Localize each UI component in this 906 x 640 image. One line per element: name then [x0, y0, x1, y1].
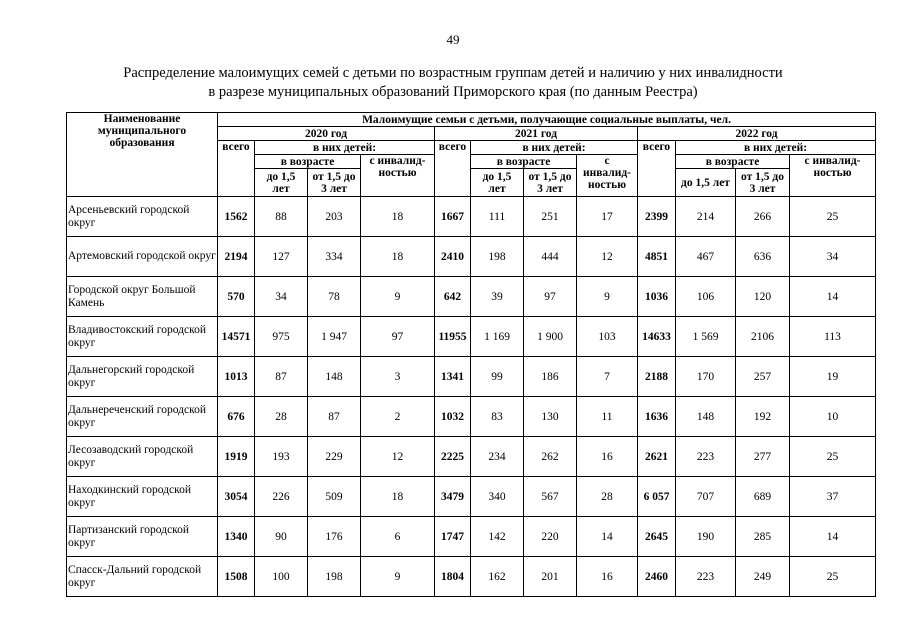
disability-2020-cell: 18 [361, 237, 435, 277]
disability-2021-cell: 103 [577, 317, 638, 357]
disability-2020-cell: 97 [361, 317, 435, 357]
municipality-name: Арсеньевский городской округ [67, 197, 218, 237]
total-2022-cell: 6 057 [638, 477, 676, 517]
total-2021-cell: 1667 [435, 197, 471, 237]
from-1-5-to-3-2021-cell: 220 [524, 517, 577, 557]
under-1-5-2020-cell: 127 [255, 237, 308, 277]
header-under-2022: до 1,5 лет [676, 169, 736, 197]
header-children-2021: в них детей: [471, 141, 638, 155]
from-1-5-to-3-2020-cell: 203 [308, 197, 361, 237]
total-2021-cell: 1032 [435, 397, 471, 437]
document-title [0, 64, 906, 102]
under-1-5-2021-cell: 162 [471, 557, 524, 597]
header-total-2021: всего [435, 141, 471, 197]
under-1-5-2021-cell: 340 [471, 477, 524, 517]
disability-2020-cell: 12 [361, 437, 435, 477]
header-disability-2021: с инвалид-ностью [577, 155, 638, 197]
under-1-5-2021-cell: 234 [471, 437, 524, 477]
total-2020-cell: 1340 [218, 517, 255, 557]
header-age-2022: в возрасте [676, 155, 790, 169]
under-1-5-2022-cell: 170 [676, 357, 736, 397]
total-2022-cell: 1036 [638, 277, 676, 317]
from-1-5-to-3-2020-cell: 198 [308, 557, 361, 597]
disability-2021-cell: 11 [577, 397, 638, 437]
header-from-2022: от 1,5 до 3 лет [736, 169, 790, 197]
municipality-name: Лесозаводский городской округ [67, 437, 218, 477]
table-row [67, 237, 876, 277]
title-line-2: в разрезе муниципальных образований Приморского края (по данным Реестра) [208, 84, 698, 100]
under-1-5-2021-cell: 39 [471, 277, 524, 317]
from-1-5-to-3-2022-cell: 120 [736, 277, 790, 317]
from-1-5-to-3-2022-cell: 249 [736, 557, 790, 597]
disability-2020-cell: 6 [361, 517, 435, 557]
under-1-5-2021-cell: 198 [471, 237, 524, 277]
table-row [67, 477, 876, 517]
total-2021-cell: 1747 [435, 517, 471, 557]
from-1-5-to-3-2022-cell: 689 [736, 477, 790, 517]
from-1-5-to-3-2021-cell: 186 [524, 357, 577, 397]
header-from-2020: от 1,5 до 3 лет [308, 169, 361, 197]
disability-2022-cell: 14 [790, 517, 876, 557]
total-2020-cell: 1508 [218, 557, 255, 597]
from-1-5-to-3-2021-cell: 97 [524, 277, 577, 317]
from-1-5-to-3-2020-cell: 148 [308, 357, 361, 397]
table-row [67, 317, 876, 357]
from-1-5-to-3-2020-cell: 87 [308, 397, 361, 437]
under-1-5-2022-cell: 223 [676, 437, 736, 477]
total-2020-cell: 570 [218, 277, 255, 317]
under-1-5-2022-cell: 190 [676, 517, 736, 557]
total-2021-cell: 2410 [435, 237, 471, 277]
header-total-2022: всего [638, 141, 676, 197]
disability-2021-cell: 7 [577, 357, 638, 397]
from-1-5-to-3-2021-cell: 201 [524, 557, 577, 597]
under-1-5-2020-cell: 100 [255, 557, 308, 597]
disability-2021-cell: 14 [577, 517, 638, 557]
header-under-2021: до 1,5 лет [471, 169, 524, 197]
from-1-5-to-3-2022-cell: 257 [736, 357, 790, 397]
from-1-5-to-3-2021-cell: 567 [524, 477, 577, 517]
under-1-5-2020-cell: 226 [255, 477, 308, 517]
disability-2021-cell: 16 [577, 557, 638, 597]
disability-2020-cell: 18 [361, 477, 435, 517]
total-2021-cell: 642 [435, 277, 471, 317]
header-under-2020: до 1,5 лет [255, 169, 308, 197]
from-1-5-to-3-2020-cell: 1 947 [308, 317, 361, 357]
table-row [67, 397, 876, 437]
from-1-5-to-3-2022-cell: 266 [736, 197, 790, 237]
total-2021-cell: 1341 [435, 357, 471, 397]
total-2020-cell: 2194 [218, 237, 255, 277]
table-row [67, 557, 876, 597]
header-children-2020: в них детей: [255, 141, 435, 155]
disability-2020-cell: 3 [361, 357, 435, 397]
municipality-name: Артемовский городской округ [67, 237, 218, 277]
from-1-5-to-3-2021-cell: 262 [524, 437, 577, 477]
header-year-2022: 2022 год [638, 127, 876, 141]
under-1-5-2022-cell: 1 569 [676, 317, 736, 357]
disability-2021-cell: 28 [577, 477, 638, 517]
under-1-5-2020-cell: 34 [255, 277, 308, 317]
total-2022-cell: 2188 [638, 357, 676, 397]
total-2020-cell: 14571 [218, 317, 255, 357]
disability-2021-cell: 17 [577, 197, 638, 237]
from-1-5-to-3-2021-cell: 1 900 [524, 317, 577, 357]
total-2021-cell: 2225 [435, 437, 471, 477]
under-1-5-2022-cell: 223 [676, 557, 736, 597]
header-disability-2020: с инвалид-ностью [361, 155, 435, 197]
total-2020-cell: 3054 [218, 477, 255, 517]
from-1-5-to-3-2020-cell: 334 [308, 237, 361, 277]
under-1-5-2021-cell: 142 [471, 517, 524, 557]
from-1-5-to-3-2022-cell: 636 [736, 237, 790, 277]
under-1-5-2022-cell: 148 [676, 397, 736, 437]
disability-2021-cell: 9 [577, 277, 638, 317]
total-2021-cell: 3479 [435, 477, 471, 517]
table-row [67, 517, 876, 557]
disability-2022-cell: 25 [790, 197, 876, 237]
total-2020-cell: 1013 [218, 357, 255, 397]
disability-2022-cell: 37 [790, 477, 876, 517]
from-1-5-to-3-2021-cell: 251 [524, 197, 577, 237]
total-2020-cell: 1919 [218, 437, 255, 477]
from-1-5-to-3-2020-cell: 176 [308, 517, 361, 557]
total-2022-cell: 14633 [638, 317, 676, 357]
table-row [67, 357, 876, 397]
municipality-name: Партизанский городской округ [67, 517, 218, 557]
table-row [67, 437, 876, 477]
under-1-5-2021-cell: 111 [471, 197, 524, 237]
disability-2020-cell: 9 [361, 557, 435, 597]
total-2022-cell: 2621 [638, 437, 676, 477]
municipality-name: Находкинский городской округ [67, 477, 218, 517]
from-1-5-to-3-2022-cell: 192 [736, 397, 790, 437]
under-1-5-2022-cell: 106 [676, 277, 736, 317]
under-1-5-2020-cell: 88 [255, 197, 308, 237]
disability-2022-cell: 19 [790, 357, 876, 397]
under-1-5-2020-cell: 90 [255, 517, 308, 557]
disability-2022-cell: 25 [790, 557, 876, 597]
under-1-5-2022-cell: 707 [676, 477, 736, 517]
under-1-5-2020-cell: 975 [255, 317, 308, 357]
disability-2020-cell: 9 [361, 277, 435, 317]
under-1-5-2020-cell: 28 [255, 397, 308, 437]
header-name-column: Наименование муниципального образования [67, 113, 218, 197]
under-1-5-2021-cell: 99 [471, 357, 524, 397]
total-2020-cell: 676 [218, 397, 255, 437]
under-1-5-2022-cell: 467 [676, 237, 736, 277]
total-2020-cell: 1562 [218, 197, 255, 237]
header-year-2020: 2020 год [218, 127, 435, 141]
disability-2020-cell: 2 [361, 397, 435, 437]
from-1-5-to-3-2022-cell: 2106 [736, 317, 790, 357]
header-disability-2022: с инвалид-ностью [790, 155, 876, 197]
disability-2022-cell: 14 [790, 277, 876, 317]
disability-2022-cell: 113 [790, 317, 876, 357]
disability-2021-cell: 12 [577, 237, 638, 277]
header-age-2021: в возрасте [471, 155, 577, 169]
total-2022-cell: 1636 [638, 397, 676, 437]
municipality-name: Городской округ Большой Камень [67, 277, 218, 317]
from-1-5-to-3-2022-cell: 285 [736, 517, 790, 557]
table-header [67, 113, 876, 197]
table-row [67, 277, 876, 317]
municipality-name: Дальнереченский городской округ [67, 397, 218, 437]
from-1-5-to-3-2021-cell: 130 [524, 397, 577, 437]
header-group: Малоимущие семьи с детьми, получающие социальные выплаты, чел. [218, 113, 876, 127]
from-1-5-to-3-2022-cell: 277 [736, 437, 790, 477]
total-2022-cell: 4851 [638, 237, 676, 277]
table-row [67, 197, 876, 237]
municipality-name: Спасск-Дальний городской округ [67, 557, 218, 597]
from-1-5-to-3-2021-cell: 444 [524, 237, 577, 277]
disability-2022-cell: 10 [790, 397, 876, 437]
header-total-2020: всего [218, 141, 255, 197]
under-1-5-2021-cell: 1 169 [471, 317, 524, 357]
under-1-5-2020-cell: 87 [255, 357, 308, 397]
disability-2021-cell: 16 [577, 437, 638, 477]
total-2022-cell: 2460 [638, 557, 676, 597]
from-1-5-to-3-2020-cell: 509 [308, 477, 361, 517]
disability-2020-cell: 18 [361, 197, 435, 237]
header-from-2021: от 1,5 до 3 лет [524, 169, 577, 197]
total-2021-cell: 1804 [435, 557, 471, 597]
disability-2022-cell: 34 [790, 237, 876, 277]
page-number: 49 [446, 32, 460, 47]
disability-2022-cell: 25 [790, 437, 876, 477]
under-1-5-2022-cell: 214 [676, 197, 736, 237]
total-2022-cell: 2645 [638, 517, 676, 557]
from-1-5-to-3-2020-cell: 78 [308, 277, 361, 317]
total-2021-cell: 11955 [435, 317, 471, 357]
municipality-name: Владивостокский городской округ [67, 317, 218, 357]
table-body [67, 197, 876, 597]
registry-table [66, 112, 876, 597]
title-line-1: Распределение малоимущих семей с детьми по возрастным группам детей и наличию у них инвалидности [123, 65, 783, 81]
header-children-2022: в них детей: [676, 141, 876, 155]
under-1-5-2020-cell: 193 [255, 437, 308, 477]
under-1-5-2021-cell: 83 [471, 397, 524, 437]
from-1-5-to-3-2020-cell: 229 [308, 437, 361, 477]
municipality-name: Дальнегорский городской округ [67, 357, 218, 397]
header-year-2021: 2021 год [435, 127, 638, 141]
total-2022-cell: 2399 [638, 197, 676, 237]
header-age-2020: в возрасте [255, 155, 361, 169]
